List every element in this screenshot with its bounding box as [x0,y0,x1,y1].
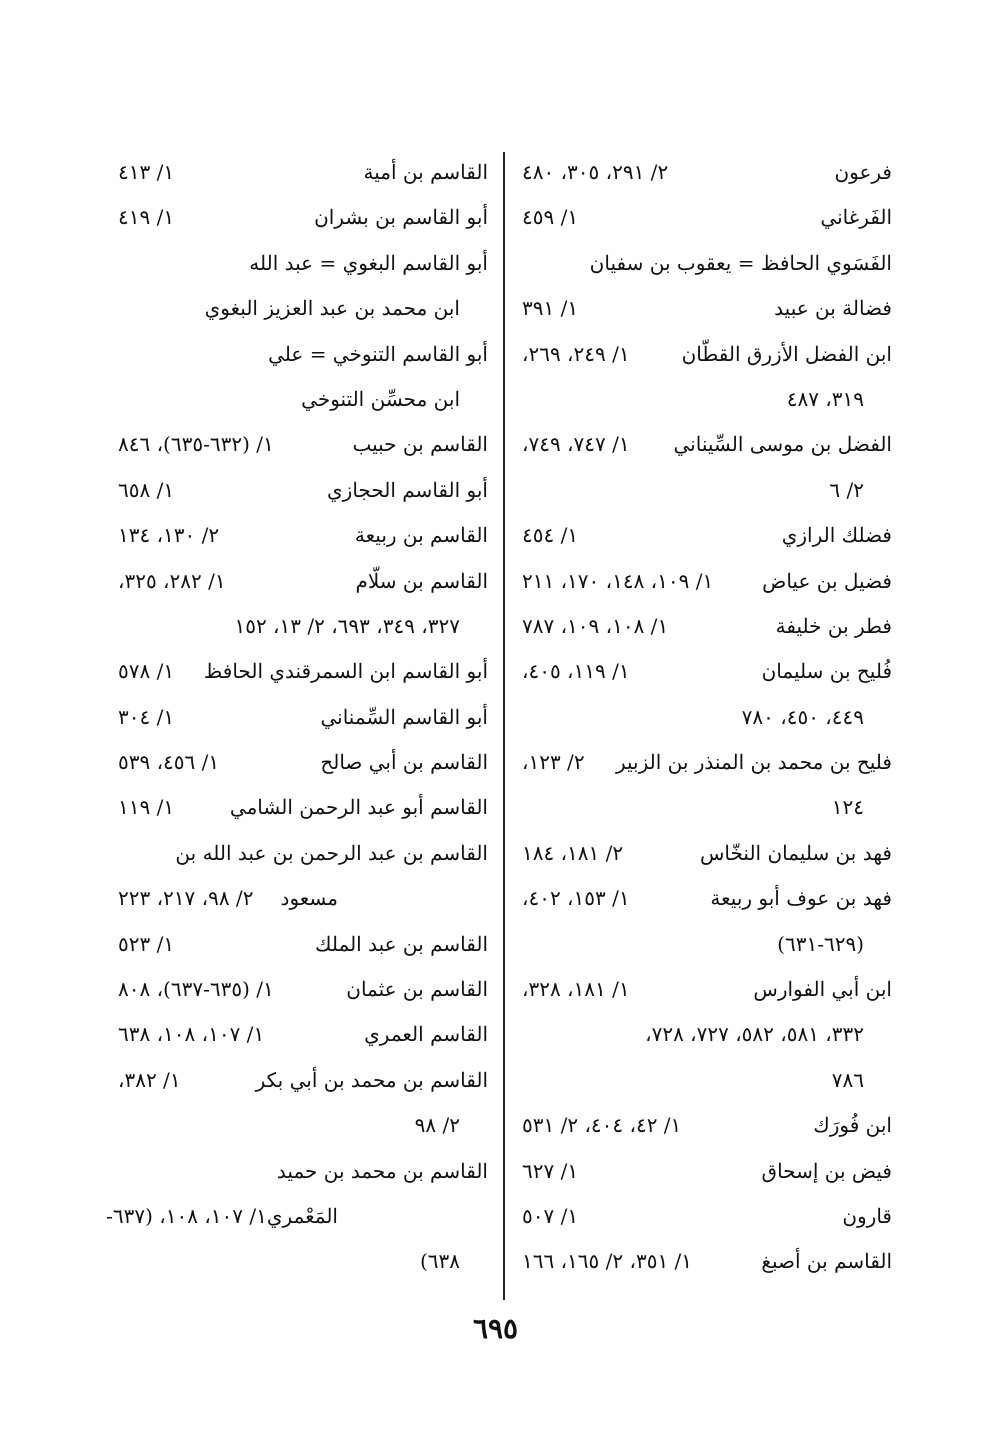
entry-name: القاسم بن ربيعة [354,523,488,548]
index-entry [522,785,892,830]
index-entry [118,422,488,467]
entry-references: ١/ ٦٥٨ [118,477,175,502]
index-entry [522,876,892,921]
entry-references: ١/ ٤١٣ [118,160,175,184]
index-entry [118,785,488,830]
entry-references: ١/ ١٠٨، ١٠٩، ٧٨٧ [522,613,669,638]
entry-references: ١/ ٤٥٩ [522,205,579,230]
index-entry [118,1012,488,1057]
index-entry [522,195,892,240]
entry-name: مسعود [280,886,338,911]
index-entry [118,513,488,558]
entry-references: ١/ ١٠٧، ١٠٨، ٦٣٨ [118,1022,265,1047]
entry-references: ١/ ٦٢٧ [522,1158,579,1183]
index-entry [118,740,488,785]
entry-name: فهد بن سليمان النخّاس [699,840,892,865]
index-entry [522,241,892,286]
entry-name: أبو القاسم بن بشران [314,205,488,230]
index-entry [118,332,488,377]
entry-references: ٧٨٦ [831,1067,864,1092]
entry-references: ١/ ٢٨٢، ٣٢٥، [118,568,226,593]
entry-references: ١/ ٥٢٣ [118,931,175,956]
entry-name: القاسم أبو عبد الرحمن الشامي [229,795,488,820]
index-entry [118,559,488,604]
entry-references: ١/ ١١٩ [118,795,175,820]
index-entry [118,377,488,422]
entry-references: ٣٢٧، ٣٤٩، ٦٩٣، ٢/ ١٣، ١٥٢ [234,613,460,638]
index-entry [118,649,488,694]
index-entry [522,1058,892,1103]
index-entry [118,1239,488,1284]
entry-references: ١/ ٣٠٤ [118,704,175,729]
index-entry [118,922,488,967]
index-entry [522,332,892,377]
entry-name: القاسم بن محمد بن حميد [276,1158,488,1183]
index-entry [118,1058,488,1103]
entry-name: القاسم بن عبد الملك [315,931,488,956]
entry-references: ٢/ ٢٩١، ٣٠٥، ٤٨٠ [522,160,669,184]
entry-references: ٣٣٢، ٥٨١، ٥٨٢، ٧٢٧، ٧٢٨، [645,1022,864,1047]
page-number: ٦٩٥ [472,1312,519,1345]
entry-name: القاسم بن أصبغ [761,1249,892,1274]
entry-references: ٢/ ١٨١، ١٨٤ [522,840,624,865]
entry-name: أبو القاسم البغوي = عبد الله [249,250,488,275]
index-entry [522,377,892,422]
index-entry [522,967,892,1012]
index-entry [522,1012,892,1057]
entry-name: القاسم بن أمية [363,160,488,184]
entry-references: ١/ ٢٤٩، ٢٦٩، [522,341,630,366]
entry-references: ١/ ٣٥١، ٢/ ١٦٥، ١٦٦ [522,1249,693,1274]
entry-references: ٢/ ١٣٠، ١٣٤ [118,523,220,548]
index-entry [522,604,892,649]
index-entry [118,195,488,240]
entry-references: ٢/ ٩٨ [414,1113,460,1138]
entry-name: فرعون [834,160,892,184]
entry-references: ١/ (٦٣٢-٦٣٥)، ٨٤٦ [118,432,274,457]
entry-references: ١/ ١٨١، ٣٢٨، [522,977,630,1002]
entry-name: القاسم العمري [364,1022,488,1047]
left-column [106,150,488,1285]
index-entry [522,1194,892,1239]
entry-name: الفَرغاني [820,205,892,230]
index-entry [522,468,892,513]
index-entry [118,286,488,331]
index-entry [118,695,488,740]
index-entry [522,831,892,876]
index-entry [522,286,892,331]
entry-references: ١/ ١٠٩، ١٤٨، ١٧٠، ٢١١ [522,568,714,593]
entry-name: أبو القاسم الحجازي [327,477,488,502]
entry-references: ١/ ٥٠٧ [522,1203,579,1228]
entry-references: ٦٣٨) [419,1249,460,1274]
index-entry [118,1103,488,1148]
entry-name: ابن الفضل الأزرق القطّان [681,341,892,366]
index-entry [118,1149,488,1194]
entry-references: ١/ ٤٥٦، ٥٣٩ [118,750,220,775]
entry-name: فطر بن خليفة [775,613,892,638]
entry-name: فضالة بن عبيد [774,296,892,321]
index-entry [522,559,892,604]
index-entry [118,150,488,195]
entry-name: القاسم بن عثمان [346,977,488,1002]
entry-references: ١/ (٦٣٥-٦٣٧)، ٨٠٨ [118,977,274,1002]
entry-references: ١/ ١١٩، ٤٠٥، [522,659,630,684]
index-entry [522,422,892,467]
entry-references: ١٢٤ [831,795,864,820]
entry-references: ١/ ٣٨٢، [118,1067,181,1092]
entry-references: ١/ ٥٧٨ [118,659,175,684]
index-entry [106,1194,488,1239]
entry-name: أبو القاسم السِّمناني [320,704,488,729]
entry-references: (٦٢٩-٦٣١) [777,931,864,956]
index-entry [118,241,488,286]
index-entry [522,150,892,195]
entry-name: ابن أبي الفوارس [753,977,892,1002]
index-entry [522,695,892,740]
index-entry [118,468,488,513]
index-entry [522,649,892,694]
entry-name: ابن فُورَك [813,1113,892,1138]
index-entry [522,740,892,785]
entry-references: ابن محسِّن التنوخي [301,386,460,411]
entry-references: ١/ ١٠٧، ١٠٨، (٦٣٧- [106,1203,267,1228]
entry-references: ٤٤٩، ٤٥٠، ٧٨٠ [741,704,864,729]
index-entry [522,1239,892,1284]
entry-name: القاسم بن عبد الرحمن بن عبد الله بن [175,840,488,865]
entry-references: ١/ ٧٤٧، ٧٤٩، [522,432,630,457]
column-divider [503,152,505,1300]
right-column [522,150,892,1285]
entry-references: ١/ ٤١٩ [118,205,175,230]
entry-name: الفضل بن موسى السِّيناني [673,432,892,457]
entry-name: فُليح بن سليمان [761,659,892,684]
entry-name: المَعْمري [266,1203,338,1228]
entry-name: قارون [842,1203,892,1228]
index-entry [118,876,488,921]
entry-name: القاسم بن سلّام [355,568,488,593]
entry-references: ١/ ١٥٣، ٤٠٢، [522,886,630,911]
index-entry [522,1103,892,1148]
entry-name: فيض بن إسحاق [761,1158,892,1183]
entry-name: أبو القاسم التنوخي = علي [268,341,488,366]
entry-references: ٢/ ٦ [829,477,864,502]
entry-name: فضلك الرازي [781,523,892,548]
entry-name: القاسم بن حبيب [352,432,488,457]
entry-name: أبو القاسم ابن السمرقندي الحافظ [203,659,488,684]
entry-references: ابن محمد بن عبد العزيز البغوي [204,296,460,321]
entry-name: القاسم بن أبي صالح [320,750,488,775]
entry-references: ١/ ٤٢، ٤٠٤، ٢/ ٥٣١ [522,1113,682,1138]
entry-name: فليح بن محمد بن المنذر بن الزبير [615,750,892,775]
index-entry [522,922,892,967]
entry-references: ١/ ٤٥٤ [522,523,579,548]
index-entry [118,831,488,876]
index-entry [118,967,488,1012]
entry-references: ٢/ ٩٨، ٢١٧، ٢٢٣ [118,886,254,911]
entry-references: ١/ ٣٩١ [522,296,579,321]
entry-name: القاسم بن محمد بن أبي بكر [255,1067,488,1092]
entry-name: فهد بن عوف أبو ربيعة [710,886,892,911]
entry-name: فضيل بن عياض [762,568,892,593]
entry-references: ٣١٩، ٤٨٧ [786,386,864,411]
entry-references: ٢/ ١٢٣، [522,750,585,775]
index-entry [522,513,892,558]
entry-name: الفَسَوي الحافظ = يعقوب بن سفيان [589,250,892,275]
index-entry [522,1149,892,1194]
index-entry [118,604,488,649]
